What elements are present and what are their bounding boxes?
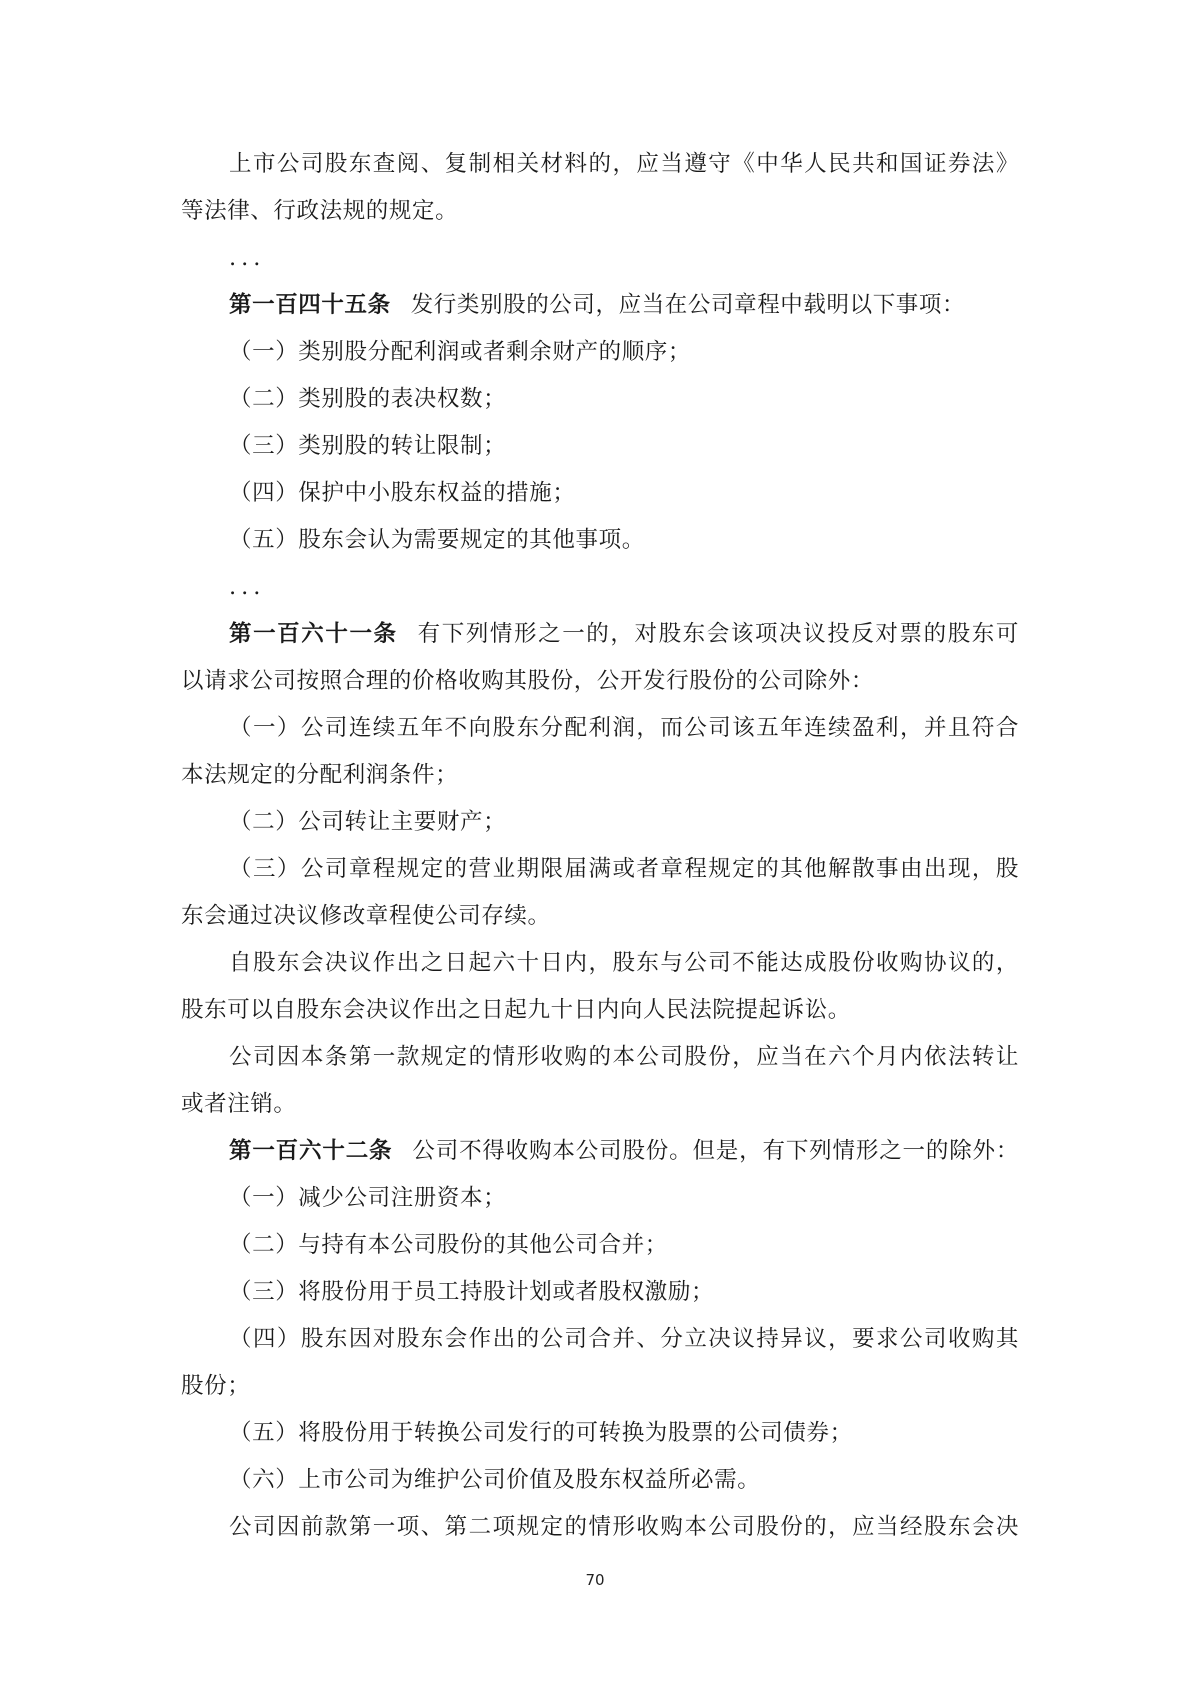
list-item: （一）类别股分配利润或者剩余财产的顺序； [229, 339, 692, 365]
paragraph-line: 东会通过决议修改章程使公司存续。 [181, 903, 551, 929]
ellipsis: ... [229, 245, 266, 271]
list-item: （一）减少公司注册资本； [229, 1185, 507, 1211]
list-item: （五）股东会认为需要规定的其他事项。 [229, 527, 645, 553]
list-item: （三）将股份用于员工持股计划或者股权激励； [229, 1279, 715, 1305]
paragraph-line: 或者注销。 [181, 1091, 297, 1117]
list-item: （三）类别股的转让限制； [229, 433, 507, 459]
list-item: （三）公司章程规定的营业期限届满或者章程规定的其他解散事由出现，股 [229, 856, 1019, 882]
article-number: 第一百六十二条 [229, 1138, 393, 1164]
article-161 [181, 611, 1019, 658]
article-145 [181, 282, 1019, 329]
paragraph-line: 股份； [181, 1373, 251, 1399]
paragraph-line: 以请求公司按照合理的价格收购其股份，公开发行股份的公司除外： [181, 668, 875, 694]
paragraph-line: 等法律、行政法规的规定。 [181, 198, 459, 224]
ellipsis: ... [229, 574, 266, 600]
document-body [181, 141, 1019, 1551]
paragraph-line: 本法规定的分配利润条件； [181, 762, 459, 788]
article-162 [181, 1128, 1019, 1175]
page-number: 70 [585, 1571, 605, 1589]
list-item: （四）股东因对股东会作出的公司合并、分立决议持异议，要求公司收购其 [229, 1326, 1019, 1352]
paragraph-line: 上市公司股东查阅、复制相关材料的，应当遵守《中华人民共和国证券法》 [229, 151, 1019, 177]
paragraph-line: 公司因前款第一项、第二项规定的情形收购本公司股份的，应当经股东会决 [229, 1514, 1019, 1540]
list-item: （一）公司连续五年不向股东分配利润，而公司该五年连续盈利，并且符合 [229, 715, 1019, 741]
article-number: 第一百四十五条 [229, 292, 391, 318]
article-text: 发行类别股的公司，应当在公司章程中载明以下事项： [410, 292, 966, 318]
paragraph-line: 公司因本条第一款规定的情形收购的本公司股份，应当在六个月内依法转让 [229, 1044, 1019, 1070]
list-item: （二）与持有本公司股份的其他公司合并； [229, 1232, 668, 1258]
paragraph-line: 股东可以自股东会决议作出之日起九十日内向人民法院提起诉讼。 [181, 997, 851, 1023]
list-item: （二）公司转让主要财产； [229, 809, 507, 835]
list-item: （四）保护中小股东权益的措施； [229, 480, 576, 506]
list-item: （六）上市公司为维护公司价值及股东权益所必需。 [229, 1467, 761, 1493]
article-text: 公司不得收购本公司股份。但是，有下列情形之一的除外： [412, 1138, 1019, 1164]
list-item: （五）将股份用于转换公司发行的可转换为股票的公司债券； [229, 1420, 853, 1446]
article-text: 有下列情形之一的，对股东会该项决议投反对票的股东可 [417, 621, 1019, 647]
article-number: 第一百六十一条 [229, 621, 398, 647]
paragraph-line: 自股东会决议作出之日起六十日内，股东与公司不能达成股份收购协议的， [229, 950, 1019, 976]
list-item: （二）类别股的表决权数； [229, 386, 507, 412]
